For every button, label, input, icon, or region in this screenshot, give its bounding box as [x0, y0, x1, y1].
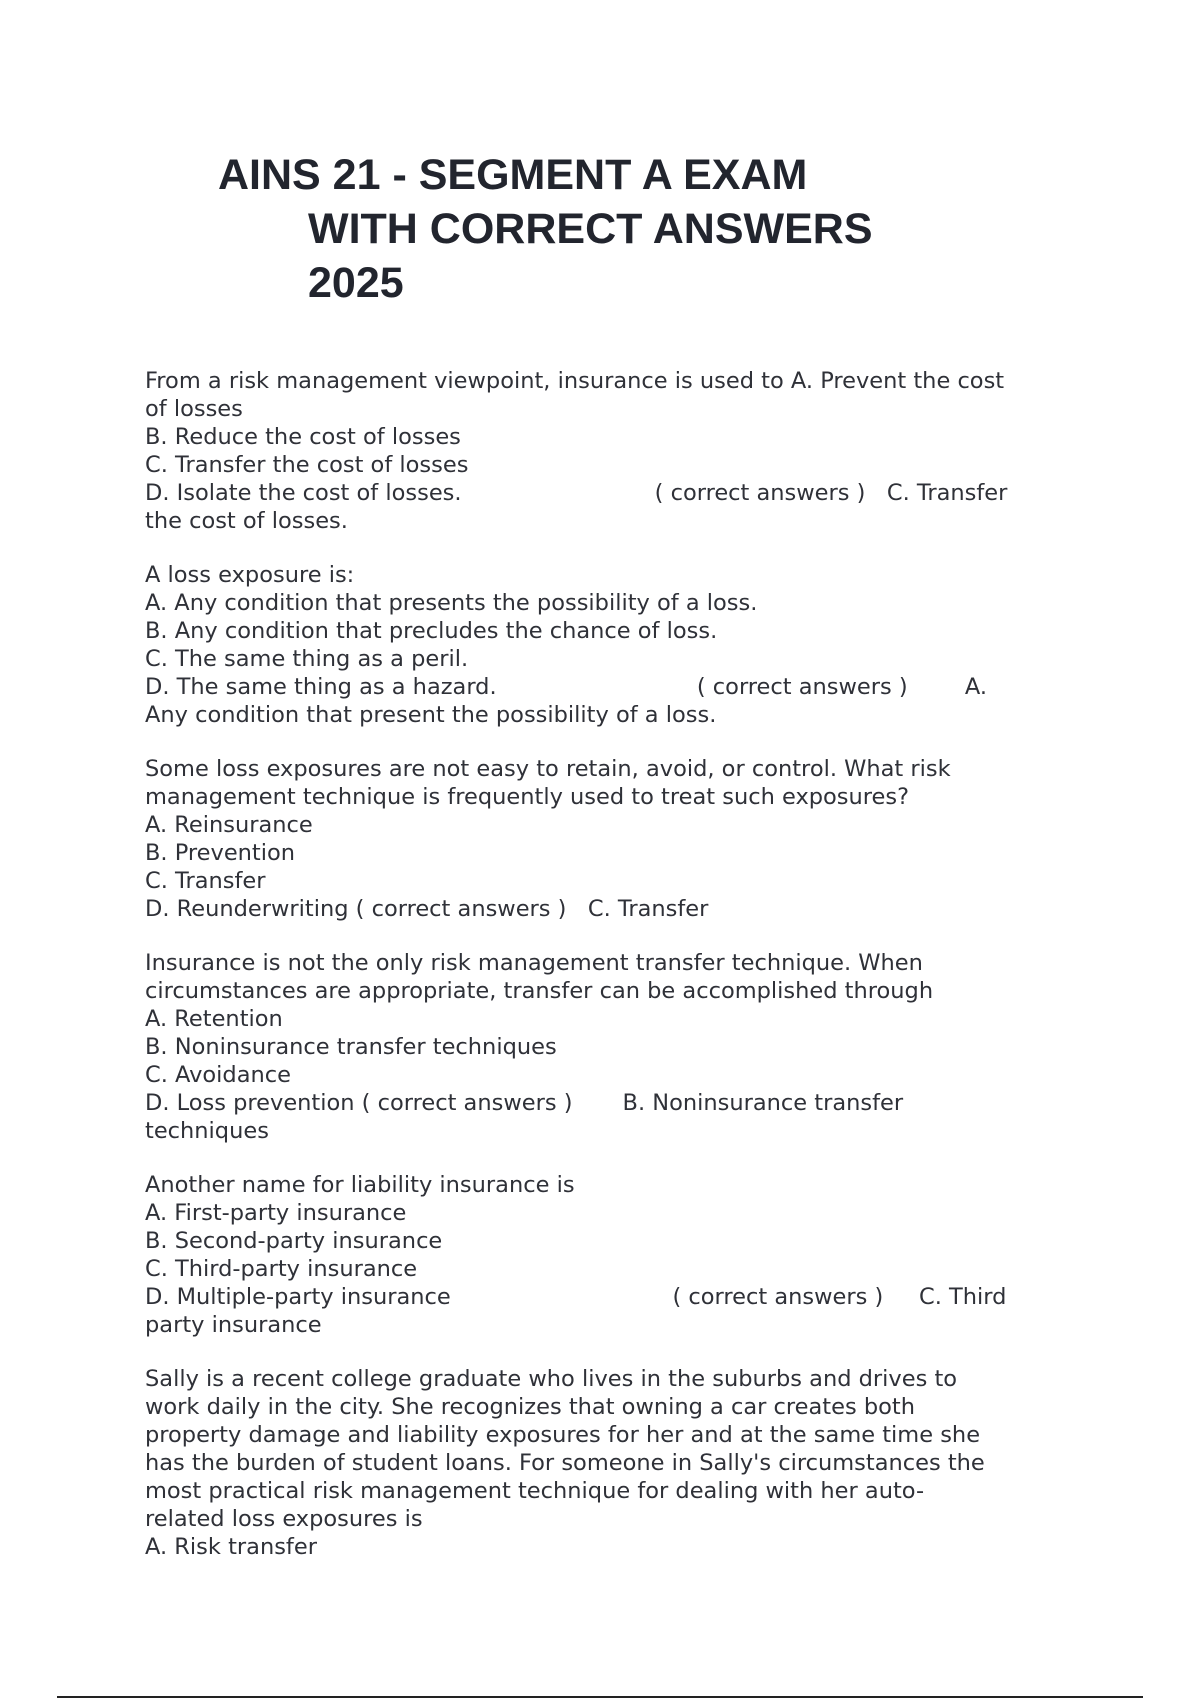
text-line: B. Noninsurance transfer techniques: [145, 1034, 557, 1060]
question-block: [145, 949, 1085, 1145]
question-block: [145, 1171, 1085, 1339]
text-line: B. Prevention: [145, 840, 296, 866]
question-block: [145, 561, 1085, 729]
text-line: most practical risk management technique for dealing with her auto-: [145, 1478, 925, 1504]
text-line: D. Isolate the cost of losses. ( correct answers ) C. Transfer: [145, 480, 1008, 506]
text-line: techniques: [145, 1118, 269, 1144]
text-line: management technique is frequently used to treat such exposures?: [145, 784, 910, 810]
text-line: Any condition that present the possibility of a loss.: [145, 702, 717, 728]
text-line: Another name for liability insurance is: [145, 1172, 575, 1198]
text-line: D. The same thing as a hazard. ( correct answers ) A.: [145, 674, 988, 700]
footer-divider: [57, 1696, 1143, 1698]
text-line: B. Second-party insurance: [145, 1228, 443, 1254]
text-line: A. Any condition that presents the possibility of a loss.: [145, 590, 758, 616]
text-line: D. Reunderwriting ( correct answers ) C. Transfer: [145, 896, 709, 922]
text-line: B. Reduce the cost of losses: [145, 424, 461, 450]
text-line: D. Loss prevention ( correct answers ) B. Noninsurance transfer: [145, 1090, 904, 1116]
title-line: AINS 21 - SEGMENT A EXAM: [218, 151, 808, 199]
question-block: [145, 755, 1085, 923]
title-line: 2025: [308, 259, 404, 307]
question-block: [145, 367, 1085, 535]
text-line: A. Risk transfer: [145, 1534, 317, 1560]
text-line: party insurance: [145, 1312, 322, 1338]
text-line: Sally is a recent college graduate who lives in the suburbs and drives to: [145, 1366, 958, 1392]
text-line: C. Avoidance: [145, 1062, 291, 1088]
text-line: Insurance is not the only risk management transfer technique. When: [145, 950, 923, 976]
document-title: [218, 148, 1018, 310]
text-line: C. Transfer the cost of losses: [145, 452, 469, 478]
text-line: has the burden of student loans. For someone in Sally's circumstances the: [145, 1450, 985, 1476]
text-line: related loss exposures is: [145, 1506, 423, 1532]
text-line: A. Retention: [145, 1006, 283, 1032]
text-line: C. The same thing as a peril.: [145, 646, 469, 672]
text-line: property damage and liability exposures for her and at the same time she: [145, 1422, 981, 1448]
text-line: of losses: [145, 396, 243, 422]
questions-list: [145, 367, 1085, 1587]
text-line: work daily in the city. She recognizes that owning a car creates both: [145, 1394, 915, 1420]
title-line: WITH CORRECT ANSWERS: [308, 205, 873, 253]
text-line: the cost of losses.: [145, 508, 348, 534]
text-line: D. Multiple-party insurance ( correct answers ) C. Third: [145, 1284, 1007, 1310]
text-line: B. Any condition that precludes the chance of loss.: [145, 618, 718, 644]
text-line: From a risk management viewpoint, insurance is used to A. Prevent the cost: [145, 368, 1005, 394]
text-line: Some loss exposures are not easy to retain, avoid, or control. What risk: [145, 756, 951, 782]
text-line: C. Transfer: [145, 868, 266, 894]
text-line: circumstances are appropriate, transfer can be accomplished through: [145, 978, 934, 1004]
question-block: [145, 1365, 1085, 1561]
text-line: A. Reinsurance: [145, 812, 313, 838]
text-line: A loss exposure is:: [145, 562, 355, 588]
text-line: A. First-party insurance: [145, 1200, 407, 1226]
text-line: C. Third-party insurance: [145, 1256, 418, 1282]
